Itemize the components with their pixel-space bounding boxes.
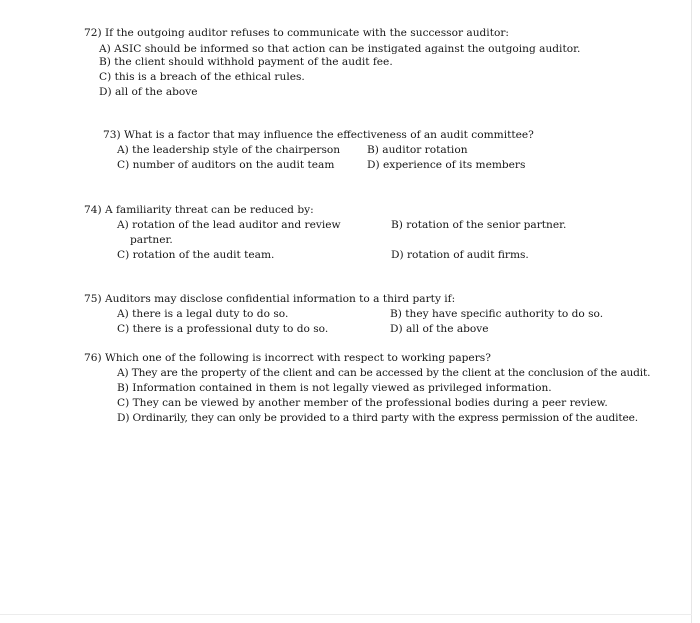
option-d: D) Ordinarily, they can only be provided to a third party with the express permission of the auditee. <box>117 412 638 424</box>
option-a: A) there is a legal duty to do so. <box>117 308 289 320</box>
option-a: A) rotation of the lead auditor and review <box>117 219 341 231</box>
option-c: C) this is a breach of the ethical rules. <box>99 71 305 83</box>
option-b: B) Information contained in them is not legally viewed as privileged information. <box>117 382 552 394</box>
question-stem: 74) A familiarity threat can be reduced by: <box>84 204 314 216</box>
page-right-border <box>691 0 692 623</box>
question-stem: 75) Auditors may disclose confidential information to a third party if: <box>84 293 456 305</box>
option-a: A) They are the property of the client and can be accessed by the client at the conclusion of the audit. <box>117 367 651 379</box>
option-a-continuation: partner. <box>130 234 173 246</box>
option-b: B) rotation of the senior partner. <box>391 219 567 231</box>
option-c: C) rotation of the audit team. <box>117 249 275 261</box>
option-c: C) number of auditors on the audit team <box>117 159 335 171</box>
option-d: D) all of the above <box>390 323 489 335</box>
option-d: D) experience of its members <box>367 159 526 171</box>
option-b: B) the client should withhold payment of the audit fee. <box>99 56 393 68</box>
option-a: A) the leadership style of the chairperson <box>117 144 341 156</box>
option-c: C) there is a professional duty to do so. <box>117 323 329 335</box>
option-b: B) they have specific authority to do so. <box>390 308 604 320</box>
question-stem: 72) If the outgoing auditor refuses to communicate with the successor auditor: <box>84 27 509 39</box>
option-a: A) ASIC should be informed so that action can be instigated against the outgoing auditor. <box>99 43 581 55</box>
option-c: C) They can be viewed by another member of the professional bodies during a peer review. <box>117 397 608 409</box>
option-b: B) auditor rotation <box>367 144 468 156</box>
question-stem: 73) What is a factor that may influence the effectiveness of an audit committee? <box>103 129 534 141</box>
option-d: D) all of the above <box>99 86 198 98</box>
option-d: D) rotation of audit firms. <box>391 249 529 261</box>
page-bottom-border <box>0 614 692 615</box>
question-stem: 76) Which one of the following is incorrect with respect to working papers? <box>84 352 491 364</box>
